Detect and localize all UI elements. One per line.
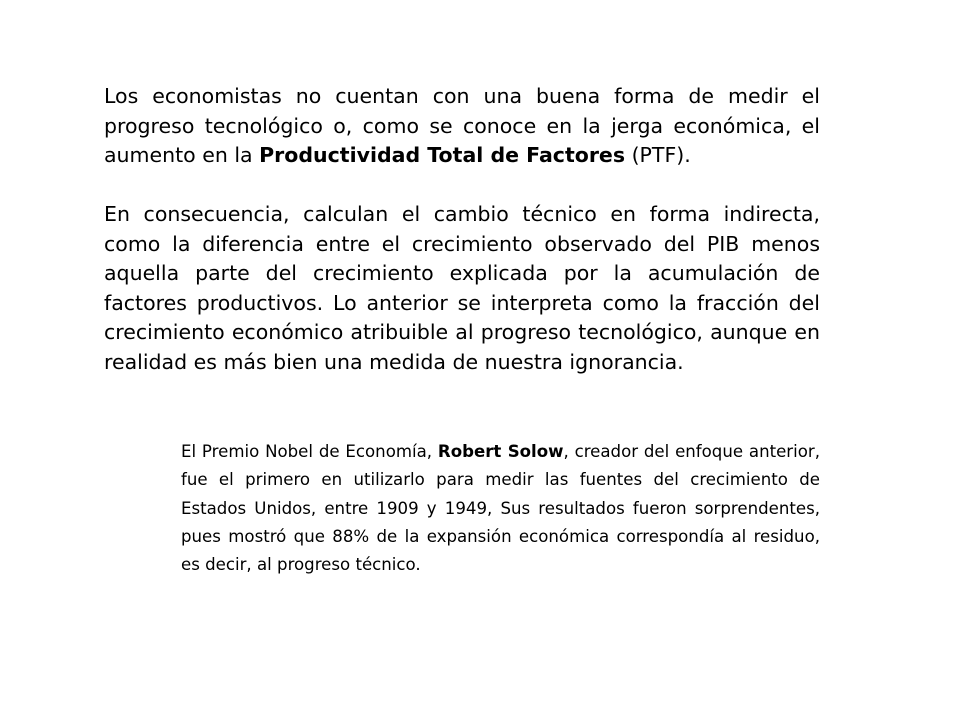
paragraph1-bold-term: Productividad Total de Factores: [259, 143, 626, 167]
paragraph-indirect-calculation: En consecuencia, calculan el cambio técnico en forma indirecta, como la diferencia entre el crecimiento observado del PIB menos aquella parte del crecimiento explicada por la acumulación de factores productivos. Lo anterior se interpreta como la fracción del crecimiento económico atribuible al progreso tecnológico, aunque en realidad es más bien una medida de nuestra ignorancia.: [104, 202, 820, 374]
paragraph1-text-before: Los economistas no cuentan con una buena forma de medir el progreso tecnológico o, como se conoce en la jerga económica, el aumento en la: [104, 84, 820, 167]
note-bold-name: Robert Solow: [437, 442, 564, 461]
solow-note-paragraph: [181, 438, 820, 579]
solow-note-block: [181, 438, 820, 579]
paragraph1-text-after: (PTF).: [625, 143, 691, 167]
paragraph-ptf-definition: [104, 82, 820, 171]
note-text-after: , creador del enfoque anterior, fue el primero en utilizarlo para medir las fuentes del crecimiento de Estados Unidos, entre 1909 y 1949, Sus resultados fueron sorprendentes, pues mostró que 88% de la expansión económica correspondía al residuo, es decir, al progreso técnico.: [181, 442, 820, 575]
note-text-before: El Premio Nobel de Economía,: [181, 442, 438, 461]
main-text-block: [104, 82, 820, 377]
